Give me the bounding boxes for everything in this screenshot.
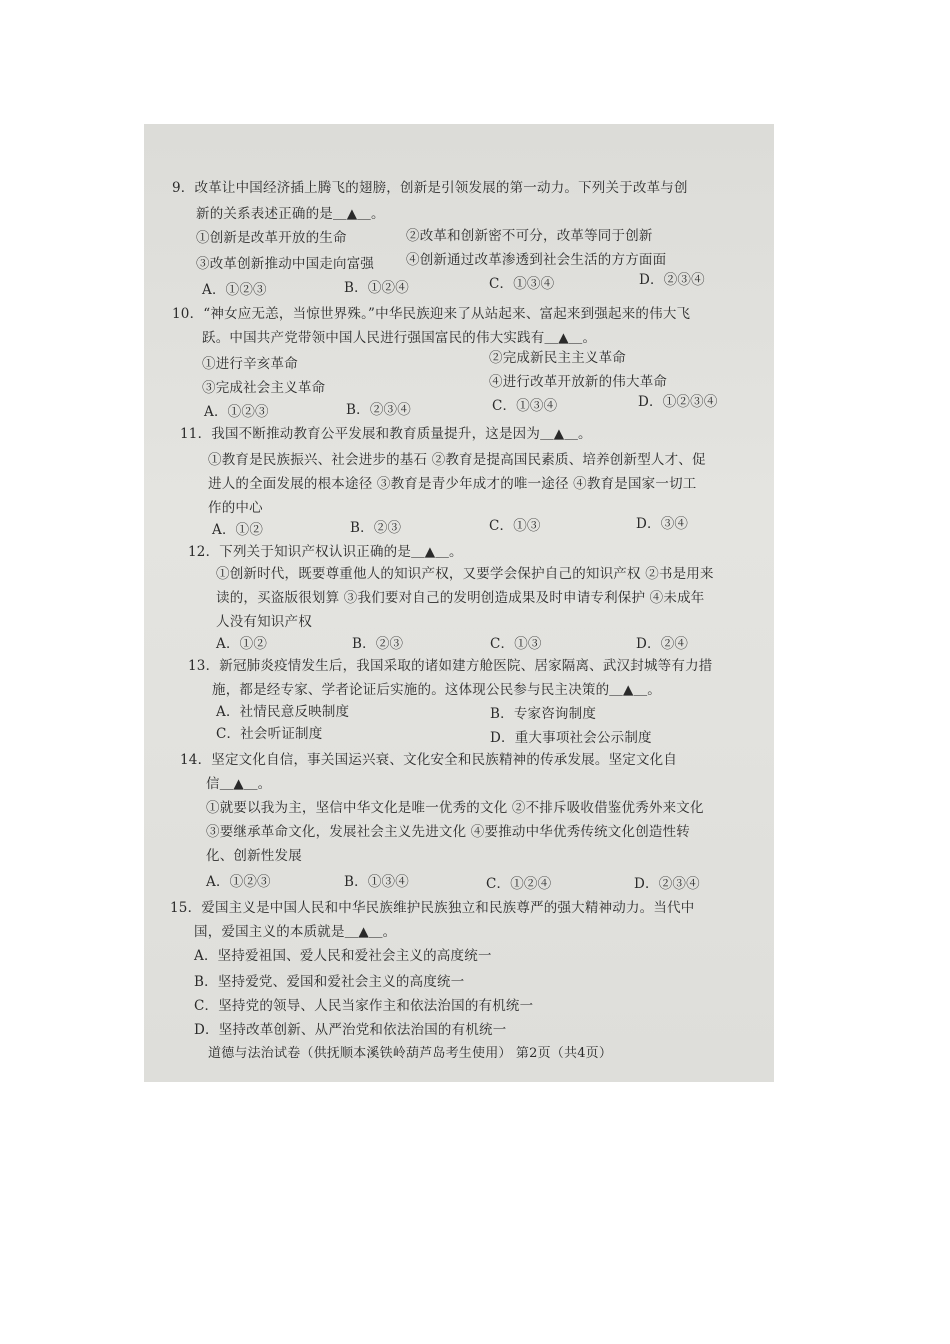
- q12-option-d: D．②④: [636, 636, 689, 652]
- page-footer: 道德与法治试卷（供抚顺本溪铁岭葫芦岛考生使用） 第2页（共4页）: [208, 1046, 613, 1061]
- q11-statement-line3: 作的中心: [208, 500, 263, 516]
- q9-statement-1: ①创新是改革开放的生命: [196, 230, 347, 246]
- q12-option-b: B．②③: [352, 636, 404, 652]
- q13-stem-line1: 13．新冠肺炎疫情发生后，我国采取的诸如建方舱医院、居家隔离、武汉封城等有力措: [188, 658, 713, 674]
- q10-option-c: C．①③④: [492, 398, 558, 414]
- q14-stem-line2: 信＿▲＿。: [206, 776, 272, 792]
- q10-statement-1: ①进行辛亥革命: [202, 356, 298, 372]
- q11-statement-line2: 进人的全面发展的根本途径 ③教育是青少年成才的唯一途径 ④教育是国家一切工: [208, 476, 697, 492]
- q14-option-b: B．①③④: [344, 874, 409, 890]
- q13-option-b: B．专家咨询制度: [490, 706, 597, 722]
- q10-option-b: B．②③④: [346, 402, 411, 418]
- q9-stem-line1: 9．改革让中国经济插上腾飞的翅膀，创新是引领发展的第一动力。下列关于改革与创: [172, 180, 688, 196]
- q10-statement-2: ②完成新民主主义革命: [489, 350, 626, 366]
- q14-statement-line1: ①就要以我为主，坚信中华文化是唯一优秀的文化 ②不排斥吸收借鉴优秀外来文化: [206, 800, 704, 816]
- exam-page-photo: [144, 124, 774, 1082]
- q12-stem: 12．下列关于知识产权认识正确的是＿▲＿。: [188, 544, 463, 560]
- q12-option-a: A．①②: [216, 636, 268, 652]
- q11-stem: 11．我国不断推动教育公平发展和教育质量提升，这是因为＿▲＿。: [180, 426, 592, 442]
- q14-option-c: C．①②④: [486, 876, 552, 892]
- q13-option-c: C．社会听证制度: [216, 726, 323, 742]
- q12-statement-line2: 读的，买盗版很划算 ③我们要对自己的发明创造成果及时申请专利保护 ④未成年: [216, 590, 705, 606]
- q10-option-d: D．①②③④: [638, 394, 718, 410]
- q14-statement-line3: 化、创新性发展: [206, 848, 302, 864]
- q15-option-b: B．坚持爱党、爱国和爱社会主义的高度统一: [194, 974, 465, 990]
- q11-statement-line1: ①教育是民族振兴、社会进步的基石 ②教育是提高国民素质、培养创新型人才、促: [208, 452, 706, 468]
- q10-stem-line1: 10．“神女应无恙，当惊世界殊。”中华民族迎来了从站起来、富起来到强起来的伟大飞: [172, 306, 691, 322]
- q9-option-c: C．①③④: [489, 276, 555, 292]
- q13-option-d: D．重大事项社会公示制度: [490, 730, 652, 746]
- q15-stem-line2: 国，爱国主义的本质就是＿▲＿。: [194, 924, 397, 940]
- q9-option-a: A．①②③: [202, 282, 267, 298]
- q9-stem-line2: 新的关系表述正确的是＿▲＿。: [196, 206, 385, 222]
- q12-statement-line3: 人没有知识产权: [216, 614, 312, 630]
- q11-option-d: D．③④: [636, 516, 689, 532]
- q11-option-a: A．①②: [212, 522, 264, 538]
- q9-statement-2: ②改革和创新密不可分，改革等同于创新: [406, 228, 653, 244]
- q15-stem-line1: 15．爱国主义是中国人民和中华民族维护民族独立和民族尊严的强大精神动力。当代中: [170, 900, 695, 916]
- q9-statement-4: ④创新通过改革渗透到社会生活的方方面面: [406, 252, 667, 268]
- q9-option-d: D．②③④: [639, 272, 705, 288]
- q12-statement-line1: ①创新时代，既要尊重他人的知识产权，又要学会保护自己的知识产权 ②书是用来: [216, 566, 714, 582]
- q14-option-d: D．②③④: [634, 876, 700, 892]
- q14-statement-line2: ③要继承革命文化，发展社会主义先进文化 ④要推动中华优秀传统文化创造性转: [206, 824, 690, 840]
- q10-statement-4: ④进行改革开放新的伟大革命: [489, 374, 668, 390]
- q15-option-a: A．坚持爱祖国、爱人民和爱社会主义的高度统一: [194, 948, 492, 964]
- q11-option-b: B．②③: [350, 520, 402, 536]
- q14-option-a: A．①②③: [206, 874, 271, 890]
- q13-stem-line2: 施，都是经专家、学者论证后实施的。这体现公民参与民主决策的＿▲＿。: [212, 682, 661, 698]
- q15-option-c: C．坚持党的领导、人民当家作主和依法治国的有机统一: [194, 998, 534, 1014]
- q10-stem-line2: 跃。中国共产党带领中国人民进行强国富民的伟大实践有＿▲＿。: [202, 330, 597, 346]
- q9-statement-3: ③改革创新推动中国走向富强: [196, 256, 375, 272]
- q10-option-a: A．①②③: [204, 404, 269, 420]
- q13-option-a: A．社情民意反映制度: [216, 704, 350, 720]
- q15-option-d: D．坚持改革创新、从严治党和依法治国的有机统一: [194, 1022, 507, 1038]
- q12-option-c: C．①③: [490, 636, 542, 652]
- q10-statement-3: ③完成社会主义革命: [202, 380, 326, 396]
- q9-option-b: B．①②④: [344, 280, 409, 296]
- q11-option-c: C．①③: [489, 518, 541, 534]
- q14-stem-line1: 14．坚定文化自信，事关国运兴衰、文化安全和民族精神的传承发展。坚定文化自: [180, 752, 678, 768]
- exam-content: [144, 124, 774, 1082]
